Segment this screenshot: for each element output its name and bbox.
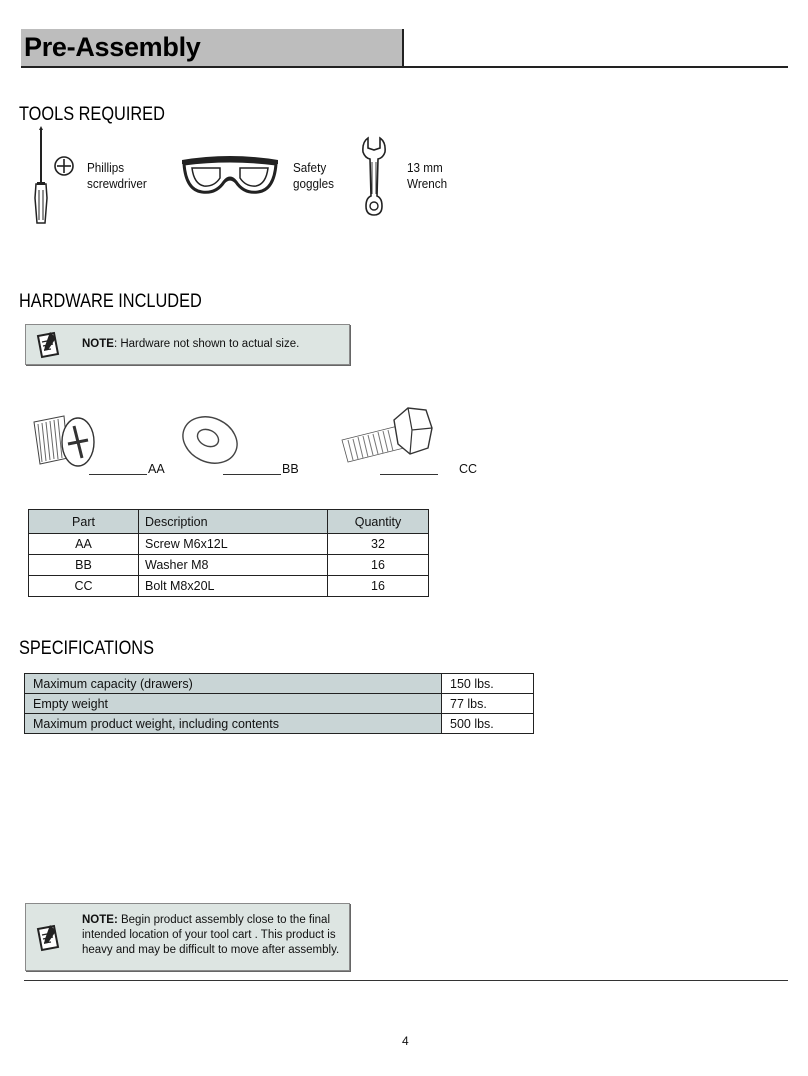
assembly-note-text: NOTE: Begin product assembly close to the final intended location of your tool cart . This product is heavy and may be difficult to move after assembly. <box>82 914 340 956</box>
spec-label: Maximum product weight, including contents <box>25 714 442 734</box>
aa-underline <box>89 474 147 475</box>
tool-label-goggles: Safety goggles <box>293 160 334 191</box>
table-row <box>25 714 534 734</box>
footer-rule <box>24 980 788 981</box>
hardware-label-bb: BB <box>282 462 299 476</box>
cell-description: Washer M8 <box>139 555 328 576</box>
col-header-quantity: Quantity <box>328 510 429 534</box>
tool-label-wrench: 13 mm Wrench <box>407 160 448 191</box>
note-pad-icon <box>34 330 62 365</box>
col-header-description: Description <box>139 510 328 534</box>
spec-value: 150 lbs. <box>442 674 534 694</box>
washer-icon <box>178 411 244 474</box>
specifications-heading: SPECIFICATIONS <box>19 638 154 659</box>
screw-icon <box>30 412 96 477</box>
cell-quantity: 32 <box>328 534 429 555</box>
cell-part: AA <box>29 534 139 555</box>
page-number: 4 <box>402 1034 409 1048</box>
cell-part: BB <box>29 555 139 576</box>
header-rule <box>21 66 788 68</box>
tool-label-screwdriver: Phillips screwdriver <box>87 160 147 191</box>
parts-table-header-row <box>29 510 429 534</box>
hardware-label-aa: AA <box>148 462 165 476</box>
table-row <box>25 694 534 714</box>
cc-underline <box>380 474 438 475</box>
assembly-note-box <box>25 903 350 971</box>
spec-value: 500 lbs. <box>442 714 534 734</box>
table-row <box>25 674 534 694</box>
spec-label: Maximum capacity (drawers) <box>25 674 442 694</box>
cell-description: Bolt M8x20L <box>139 576 328 597</box>
screwdriver-icon <box>28 126 78 231</box>
hardware-label-cc: CC <box>459 462 478 476</box>
table-row <box>29 555 429 576</box>
table-row <box>29 534 429 555</box>
cell-part: CC <box>29 576 139 597</box>
cell-quantity: 16 <box>328 576 429 597</box>
hardware-note-box <box>25 324 350 365</box>
wrench-icon <box>360 136 388 223</box>
cell-quantity: 16 <box>328 555 429 576</box>
col-header-part: Part <box>29 510 139 534</box>
note-pad-icon <box>34 923 62 958</box>
parts-table <box>28 509 429 597</box>
header-divider <box>402 29 404 67</box>
bb-underline <box>223 474 281 475</box>
spec-value: 77 lbs. <box>442 694 534 714</box>
hardware-note-text: NOTE: Hardware not shown to actual size. <box>82 338 300 350</box>
specifications-table <box>24 673 534 734</box>
hardware-heading: HARDWARE INCLUDED <box>19 291 202 312</box>
cell-description: Screw M6x12L <box>139 534 328 555</box>
page-title: Pre-Assembly <box>24 32 201 62</box>
spec-label: Empty weight <box>25 694 442 714</box>
goggles-icon <box>180 152 280 205</box>
bolt-icon <box>336 404 436 475</box>
table-row <box>29 576 429 597</box>
tools-heading: TOOLS REQUIRED <box>19 104 165 125</box>
